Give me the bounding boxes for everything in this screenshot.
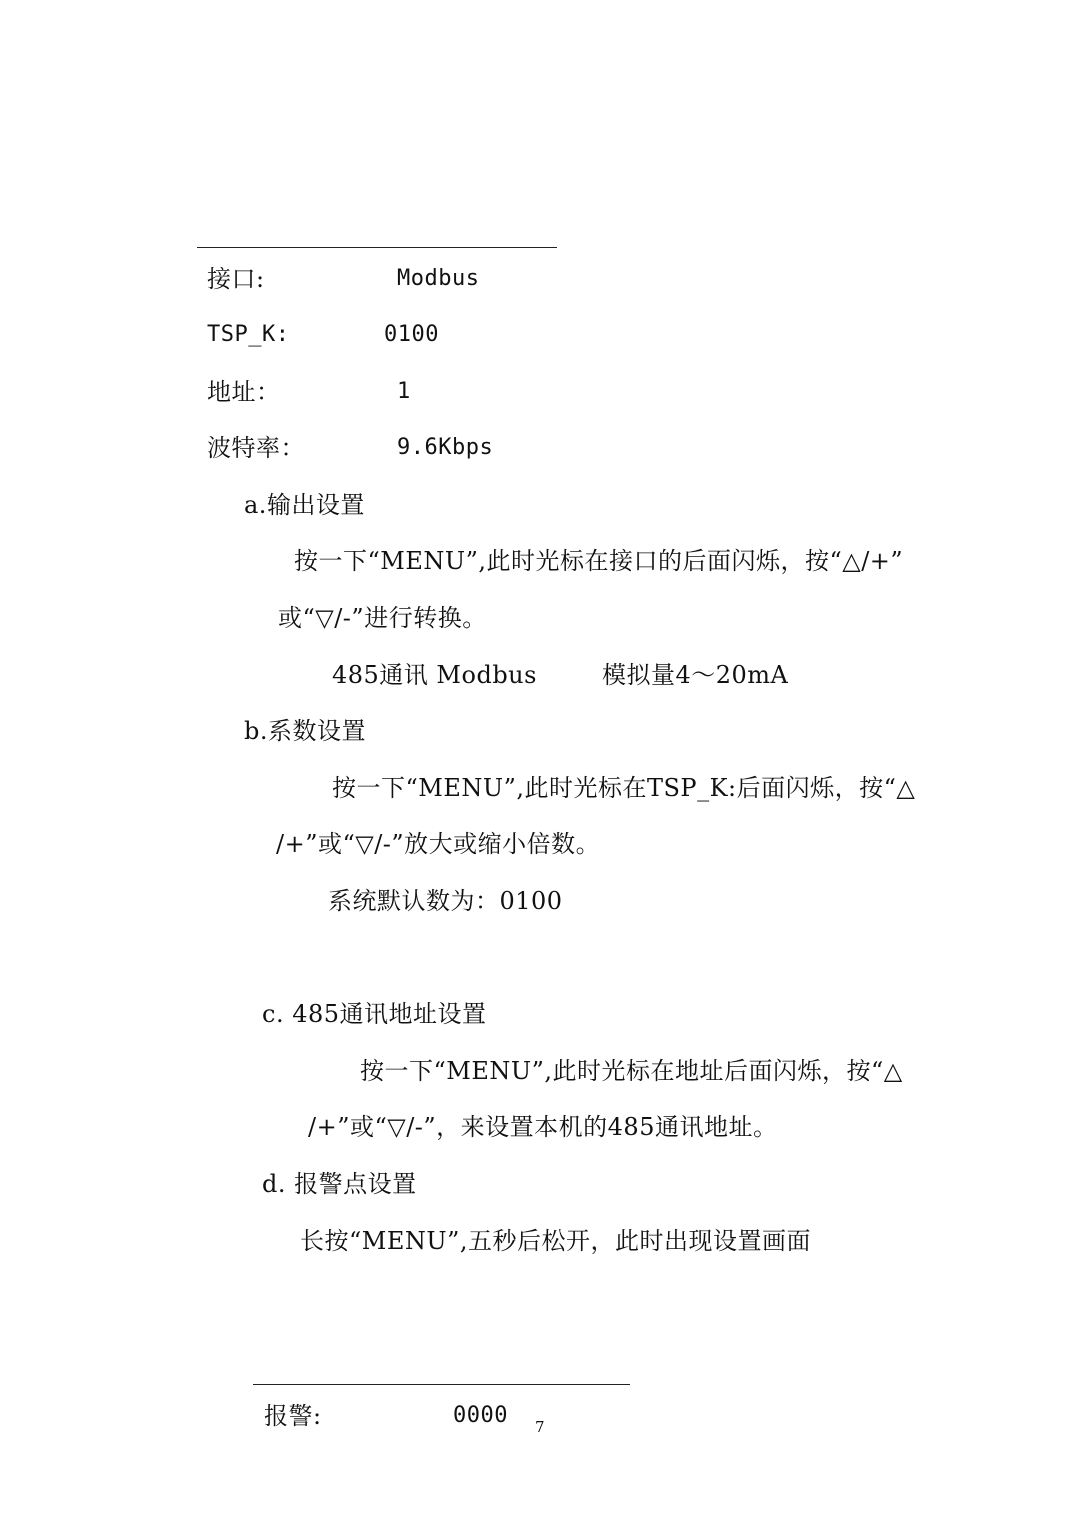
display-top-rule [197, 247, 557, 248]
interface-label: 接口: [207, 265, 265, 293]
address-value: 1 [397, 379, 411, 404]
section-b-heading: b.系数设置 [244, 717, 366, 745]
baud-rate-label: 波特率： [207, 434, 305, 462]
tsp-k-value: 0100 [384, 322, 439, 347]
section-a-line1: 按一下“MENU”,此时光标在接口的后面闪烁，按“△/+” [294, 547, 904, 575]
page-number: 7 [535, 1418, 546, 1436]
section-b-default: 系统默认数为：0100 [328, 887, 563, 915]
interface-value: Modbus [397, 266, 480, 291]
section-a-options: 485通讯 Modbus 模拟量4～20mA [332, 661, 789, 689]
section-c-heading: c. 485通讯地址设置 [262, 1000, 487, 1028]
display-bottom-rule [253, 1384, 630, 1385]
section-b-line1: 按一下“MENU”,此时光标在TSP_K:后面闪烁，按“△ [332, 774, 916, 802]
tsp-k-label: TSP_K: [207, 322, 290, 347]
address-label: 地址： [207, 378, 281, 406]
section-d-heading: d. 报警点设置 [262, 1170, 417, 1198]
alarm-label: 报警: [264, 1402, 322, 1430]
section-a-line2: 或“▽/-”进行转换。 [278, 604, 487, 632]
alarm-value: 0000 [453, 1403, 508, 1428]
section-c-line1: 按一下“MENU”,此时光标在地址后面闪烁，按“△ [360, 1057, 903, 1085]
section-d-line1: 长按“MENU”,五秒后松开，此时出现设置画面 [300, 1227, 811, 1255]
section-c-line2: /+”或“▽/-”，来设置本机的485通讯地址。 [308, 1113, 778, 1141]
section-b-line2: /+”或“▽/-”放大或缩小倍数。 [276, 830, 601, 858]
section-a-heading: a.输出设置 [244, 491, 365, 519]
baud-rate-value: 9.6Kbps [397, 435, 494, 460]
